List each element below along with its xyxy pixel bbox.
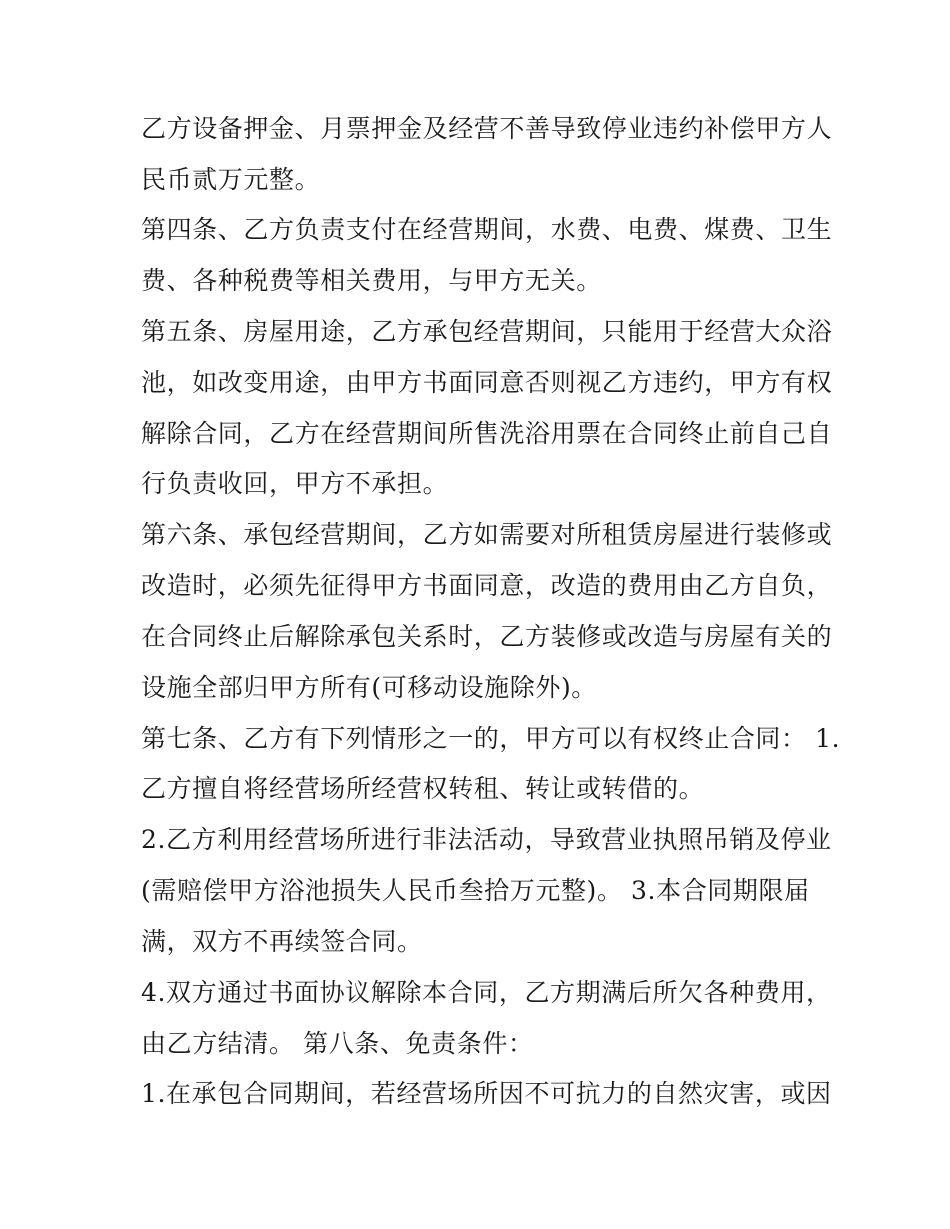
text-line: 费、各种税费等相关费用，与甲方无关。: [141, 266, 602, 295]
text-line: 4.双方通过书面协议解除本合同，乙方期满后所欠各种费用，: [141, 978, 832, 1007]
text-line: 第六条、承包经营期间，乙方如需要对所租赁房屋进行装修或: [141, 520, 833, 549]
text-line: 1.在承包合同期间，若经营场所因不可抗力的自然灾害，或因: [141, 1079, 832, 1108]
text-line: 乙方设备押金、月票押金及经营不善导致停业违约补偿甲方人: [141, 114, 833, 143]
text-line: 乙方擅自将经营场所经营权转租、转让或转借的。: [141, 774, 705, 803]
text-line: 第五条、房屋用途，乙方承包经营期间，只能用于经营大众浴: [141, 317, 833, 346]
text-line: 池，如改变用途，由甲方书面同意否则视乙方违约，甲方有权: [141, 368, 833, 397]
text-line: 第四条、乙方负责支付在经营期间，水费、电费、煤费、卫生: [141, 215, 833, 244]
text-line: 2.乙方利用经营场所进行非法活动，导致营业执照吊销及停业: [141, 825, 832, 854]
text-line: 设施全部归甲方所有(可移动设施除外)。: [141, 673, 597, 702]
text-line: 满，双方不再续签合同。: [141, 927, 423, 956]
text-line: 行负责收回，甲方不承担。: [141, 469, 449, 498]
text-line: 民币贰万元整。: [141, 165, 321, 194]
text-line: 在合同终止后解除承包关系时，乙方装修或改造与房屋有关的: [141, 622, 833, 651]
text-line: (需赔偿甲方浴池损失人民币叁拾万元整)。 3.本合同期限届: [141, 876, 810, 905]
text-line: 改造时，必须先征得甲方书面同意，改造的费用由乙方自负，: [141, 571, 833, 600]
text-line: 第七条、乙方有下列情形之一的，甲方可以有权终止合同： 1.: [141, 724, 841, 753]
text-line: 解除合同，乙方在经营期间所售洗浴用票在合同终止前自己自: [141, 419, 833, 448]
text-line: 由乙方结清。 第八条、免责条件：: [141, 1029, 534, 1058]
